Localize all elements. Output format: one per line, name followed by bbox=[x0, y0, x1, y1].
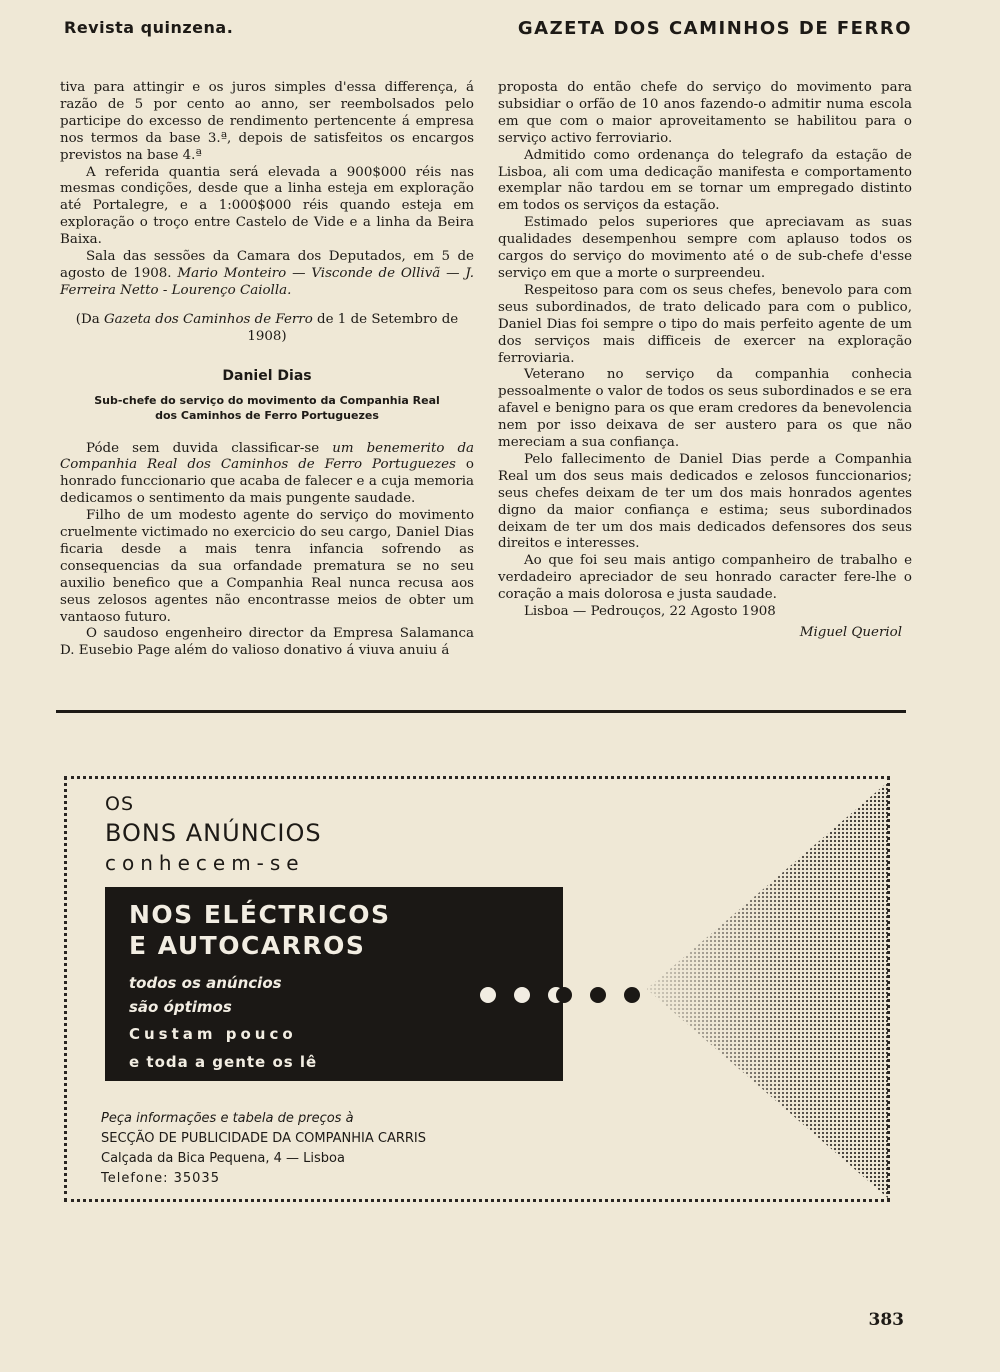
ad-info-line: Telefone: 35035 bbox=[101, 1171, 220, 1186]
bullet-dots bbox=[479, 980, 669, 1010]
ad-panel-title-line: E AUTOCARROS bbox=[129, 931, 366, 960]
ad-panel-line: todos os anúncios bbox=[129, 974, 282, 992]
paragraph: proposta do então chefe do serviço do movimento para subsidiar o orfão de 10 anos fazendo-o admitir numa escola em que com o maior aproveitamento se habilitou para o serviço activo ferroviario. bbox=[498, 80, 912, 146]
page-number: 383 bbox=[868, 1310, 904, 1330]
source-title: Gazeta dos Caminhos de Ferro bbox=[103, 311, 313, 327]
ad-panel-line: e toda a gente os lê bbox=[129, 1053, 318, 1071]
paragraph bbox=[60, 441, 474, 509]
dot bbox=[590, 987, 606, 1003]
dateline: Lisboa — Pedrouços, 22 Agosto 1908 bbox=[524, 604, 776, 620]
paragraph: Ao que foi seu mais antigo companheiro de trabalho e verdadeiro apreciador de seu honrado caracter fere-lhe o coração a mais dolorosa e justa saudade. bbox=[498, 553, 912, 603]
paragraph: Veterano no serviço da companhia conhecia pessoalmente o valor de todos os seus subordinados e se era afavel e benigno para os que eram credores da benevolencia nem por isso deixava de ser austero para os que não mereciam a sua confiança. bbox=[498, 367, 912, 451]
emphasis: um benemerito da Companhia Real dos Caminhos de Ferro Portuguezes bbox=[60, 440, 474, 473]
source-citation bbox=[60, 312, 474, 346]
paragraph: Respeitoso para com os seus chefes, benevolo para com seus subordinados, de trato delicado para com o publico, Daniel Dias foi sempre o tipo do mais perfeito agente de um dos serviços mais difficeis de exercer na exploração ferroviaria. bbox=[498, 282, 912, 366]
ad-contact-info bbox=[101, 1109, 426, 1189]
subtitle-line: dos Caminhos de Ferro Portuguezes bbox=[155, 408, 379, 422]
ad-headline: BONS ANÚNCIOS bbox=[105, 819, 322, 847]
left-column bbox=[60, 80, 474, 660]
ad-info-line: Peça informações e tabela de preços à bbox=[101, 1111, 354, 1126]
signature: Miguel Queriol bbox=[799, 625, 902, 640]
paragraph: A referida quantia será elevada a 900$000 réis nas mesmas condições, desde que a linha esteja em exploração até Portalegre, e a 1:000$000 réis quando esteja em exploração o troço entre Castelo de Vide e a linha da Beira Baixa. bbox=[60, 164, 474, 248]
ad-panel-italic bbox=[129, 971, 282, 1019]
running-header-right: GAZETA DOS CAMINHOS DE FERRO bbox=[517, 18, 912, 39]
paragraph: Pelo fallecimento de Daniel Dias perde a Companhia Real um dos seus mais dedicados e zelosos funccionarios; seus chefes deixam de ter um dos mais honrados agentes digno da maior confiança e estima; seus subordinados deixam de ter um dos mais dedicados defensores dos seus direitos e interesses. bbox=[498, 451, 912, 552]
article-subtitle bbox=[60, 393, 474, 423]
paragraph-text: o honrado funccionario que acaba de falecer e a cuja memoria dedicamos o sentimento da mais pungente saudade. bbox=[60, 457, 474, 507]
paragraph bbox=[60, 249, 474, 300]
ad-headline-spaced: conhecem-se bbox=[105, 851, 305, 875]
right-column bbox=[498, 80, 912, 642]
paragraph: O saudoso engenheiro director da Empresa Salamanca D. Eusebio Page além do valioso donativo á viuva anuiu á bbox=[60, 626, 474, 659]
ad-headline-small: OS bbox=[105, 793, 135, 815]
paragraph: Admitido como ordenança do telegrafo da estação de Lisboa, ali com uma dedicação manifesta e comportamento exemplar não tardou em se tornar um empregado distinto em todos os serviços da estação. bbox=[498, 147, 912, 214]
dot bbox=[624, 987, 640, 1003]
ad-panel-line: Custam pouco bbox=[129, 1025, 297, 1043]
dot bbox=[480, 987, 496, 1003]
running-header-left: Revista quinzena. bbox=[64, 18, 234, 37]
ad-panel-title-line: NOS ELÉCTRICOS bbox=[129, 900, 391, 929]
subtitle-line: Sub-chefe do serviço do movimento da Companhia Real bbox=[94, 393, 440, 407]
signers: Mario Monteiro — Visconde de Ollivã — J. Ferreira Netto - Lourenço Caiolla. bbox=[60, 265, 474, 298]
source-pre: (Da bbox=[75, 311, 104, 327]
ad-info-line: SECÇÃO DE PUBLICIDADE DA COMPANHIA CARRIS bbox=[101, 1131, 427, 1146]
section-divider bbox=[56, 710, 906, 713]
paragraph-text: Póde sem duvida classificar-se bbox=[86, 440, 333, 456]
paragraph: Filho de um modesto agente do serviço do movimento cruelmente victimado no exercicio do seu cargo, Daniel Dias ficaria desde a mais tenra infancia sofrendo as consequencias da sua orfandade prematura se no seu auxilio benefico que a Companhia Real nunca recusa aos seus zelosos agentes não encontrasse meios de obter um vantaoso futuro. bbox=[60, 508, 474, 625]
article-title: Daniel Dias bbox=[222, 367, 312, 384]
dot bbox=[556, 987, 572, 1003]
ad-info-line: Calçada da Bica Pequena, 4 — Lisboa bbox=[101, 1151, 345, 1166]
ad-panel-title bbox=[129, 899, 391, 961]
source-post: de 1 de Setembro de 1908) bbox=[247, 311, 459, 344]
paragraph: Estimado pelos superiores que apreciavam as suas qualidades desempenhou sempre com aplauso todos os cargos do serviço do movimento até o de sub-chefe d'esse serviço em que a morte o surpreendeu. bbox=[498, 215, 912, 281]
dot bbox=[514, 987, 530, 1003]
advertisement bbox=[64, 776, 890, 1202]
ad-panel-line: são óptimos bbox=[129, 998, 232, 1016]
paragraph-text: Sala das sessões da Camara dos Deputados, em 5 de agosto de 1908. bbox=[60, 249, 474, 281]
paragraph: tiva para attingir e os juros simples d'essa differença, á razão de 5 por cento ao anno, ser reembolsados pelo participe do excesso de rendimento pertencente á empresa nos termos da base 3.ª, depois de satisfeitos os encargos previstos na base 4.ª bbox=[60, 80, 474, 163]
